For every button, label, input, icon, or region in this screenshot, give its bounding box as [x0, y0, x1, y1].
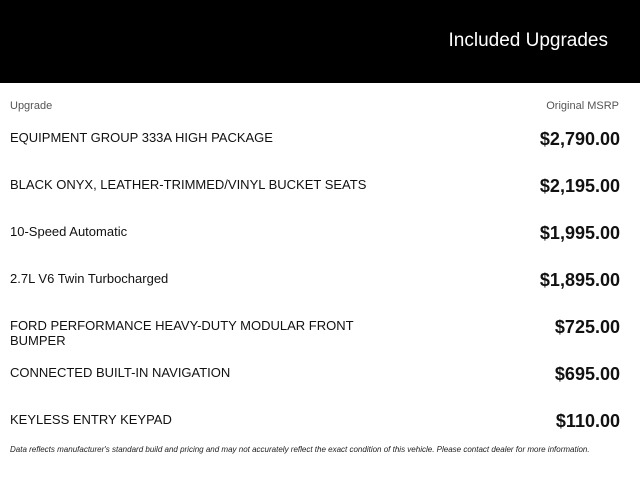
page-title: Included Upgrades: [448, 30, 608, 51]
upgrade-price: $1,895.00: [539, 270, 620, 290]
table-row: [0, 263, 640, 310]
table-row: [0, 216, 640, 263]
upgrade-price: $695.00: [554, 364, 620, 384]
table-row: [0, 404, 640, 451]
upgrade-price: $1,995.00: [539, 223, 620, 243]
upgrades-table: [0, 122, 640, 451]
upgrade-name: 10-Speed Automatic: [10, 224, 128, 239]
upgrade-name: 2.7L V6 Twin Turbocharged: [10, 271, 169, 286]
upgrade-name: BLACK ONYX, LEATHER-TRIMMED/VINYL BUCKET SEATS: [10, 177, 367, 192]
upgrade-name: KEYLESS ENTRY KEYPAD: [10, 412, 172, 427]
table-row: [0, 169, 640, 216]
upgrade-name: FORD PERFORMANCE HEAVY-DUTY MODULAR FRONT BUMPER: [10, 318, 354, 348]
upgrade-price: $2,790.00: [539, 129, 620, 149]
table-row: [0, 357, 640, 404]
upgrade-name: CONNECTED BUILT-IN NAVIGATION: [10, 365, 231, 380]
upgrade-price: $725.00: [554, 317, 620, 337]
table-row: [0, 310, 640, 357]
column-header-upgrade: Upgrade: [10, 100, 53, 112]
upgrade-price: $110.00: [555, 411, 620, 431]
header-bar: [0, 0, 640, 83]
disclaimer-text: Data reflects manufacturer's standard build and pricing and may not accurately reflect the exact condition of this vehicle. Please contact dealer for more information.: [10, 445, 590, 454]
upgrade-price: $2,195.00: [539, 176, 620, 196]
column-header-msrp: Original MSRP: [546, 100, 619, 112]
table-row: [0, 122, 640, 169]
upgrade-name: EQUIPMENT GROUP 333A HIGH PACKAGE: [10, 130, 273, 145]
